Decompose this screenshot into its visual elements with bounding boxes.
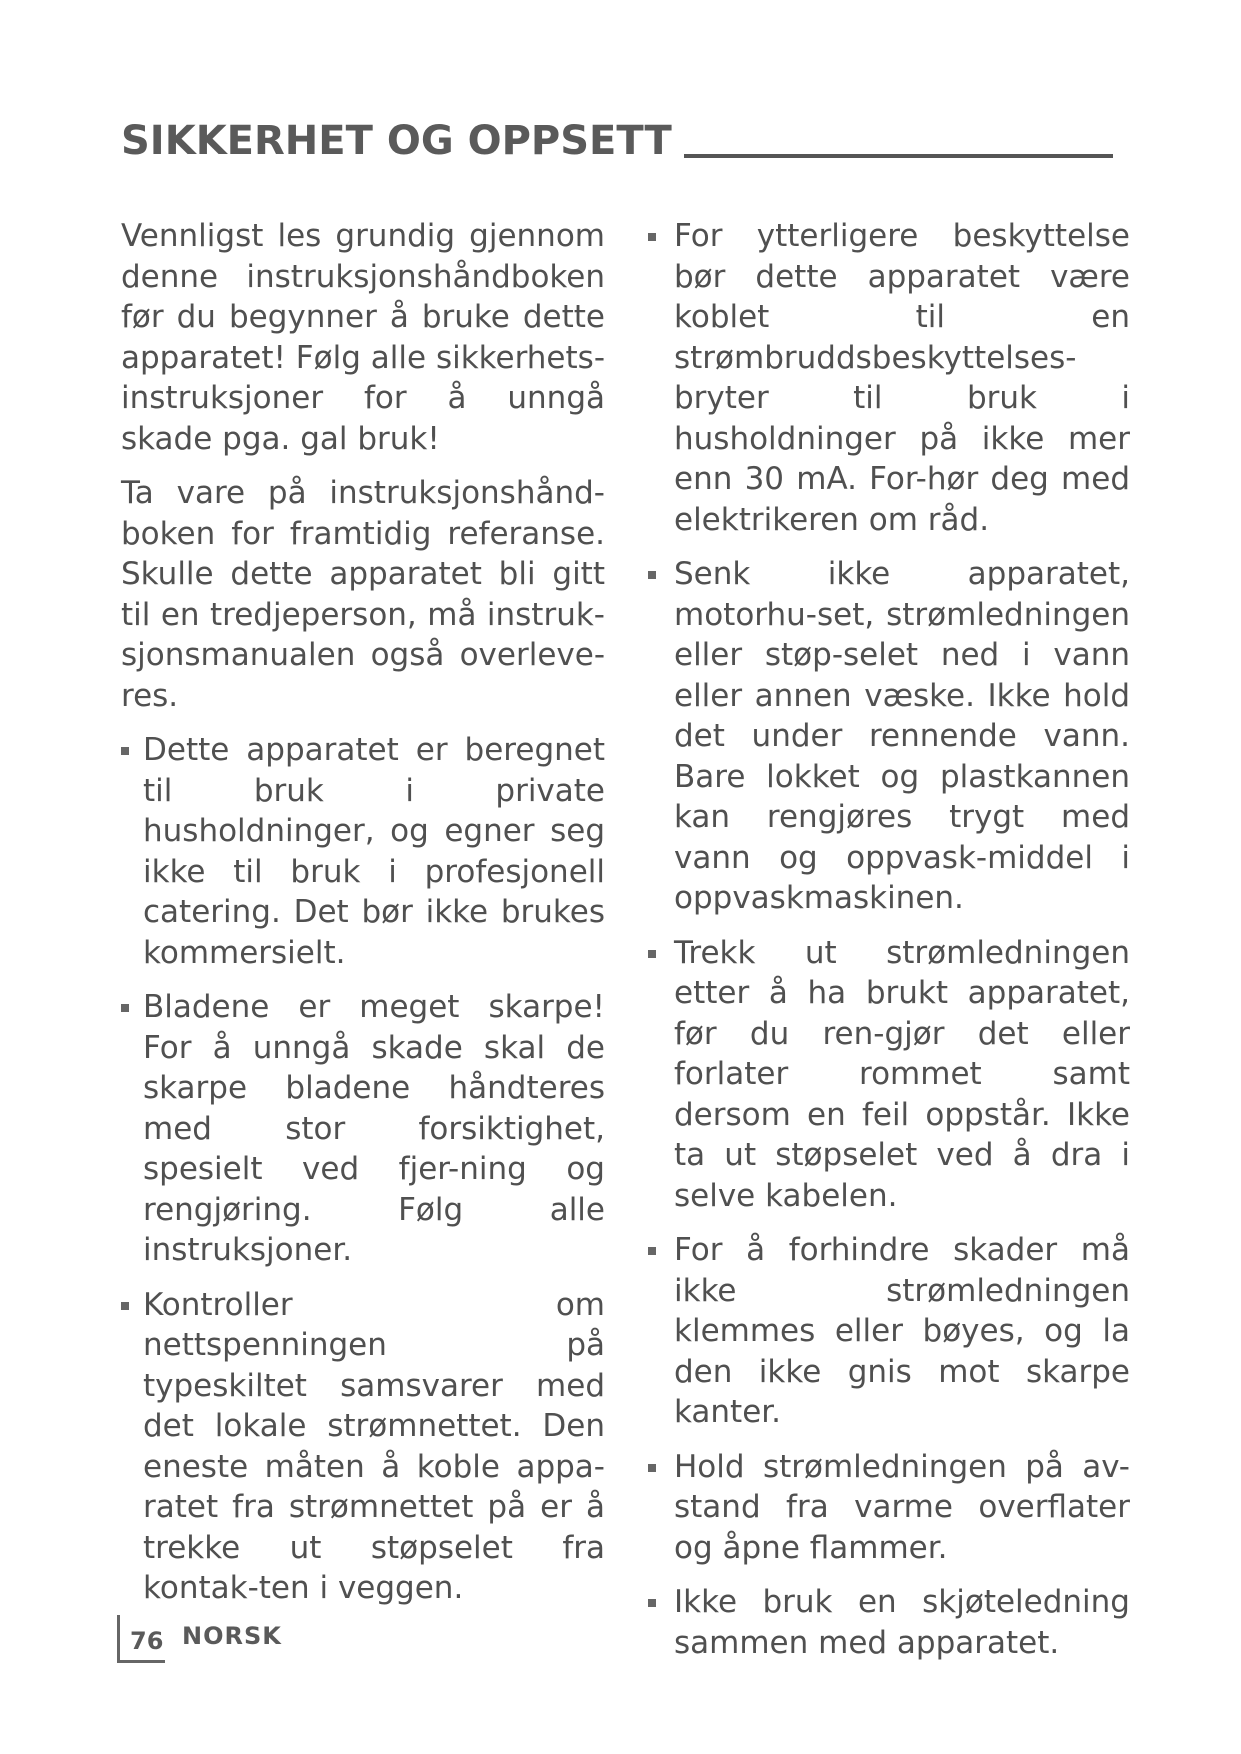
bullet-icon (648, 1599, 656, 1607)
bullet-icon (121, 1004, 129, 1012)
bullet-icon (648, 1464, 656, 1472)
list-item: For å forhindre skader må ikke strømledningen klemmes eller bøyes, og la den ikke gnis mot skarpe kanter. (648, 1230, 1130, 1433)
list-item: For ytterligere beskyttelse bør dette apparatet være koblet til en strømbruddsbeskyttelses-bryter til bruk i husholdninger på ikke mer enn 30 mA. For-hør deg med elektrikeren om råd. (648, 216, 1130, 540)
bullet-icon (648, 1247, 656, 1255)
bullet-icon (648, 233, 656, 241)
page-number: 76 (130, 1627, 164, 1655)
list-item: Hold strømledningen på av-stand fra varme overflater og åpne flammer. (648, 1447, 1130, 1569)
intro-paragraph: Vennligst les grundig gjennom denne instruksjonshåndboken før du begynner å bruke dette apparatet! Følg alle sikkerhets-instruksjoner for å unngå skade pga. gal bruk! (121, 218, 605, 457)
bullet-icon (121, 1302, 129, 1310)
section-header (121, 118, 1113, 164)
list-item: Senk ikke apparatet, motorhu-set, strømledningen eller støp-selet ned i vann eller annen væske. Ikke hold det under rennende vann. Bare lokket og plastkannen kan rengjøres trygt med vann og oppvask-middel i oppvaskmaskinen. (648, 554, 1130, 919)
list-item: Bladene er meget skarpe! For å unngå skade skal de skarpe bladene håndteres med stor forsiktighet, spesielt ved fjer-ning og rengjøring. Følg alle instruksjoner. (121, 987, 605, 1271)
page-title: SIKKERHET OG OPPSETT (121, 118, 672, 164)
title-rule (684, 154, 1113, 158)
list-item: Dette apparatet er beregnet til bruk i private husholdninger, og egner seg ikke til bruk i profesjonell catering. Det bør ikke brukes kommersielt. (121, 730, 605, 973)
list-item: Ikke bruk en skjøteledning sammen med apparatet. (648, 1582, 1130, 1663)
bullet-icon (121, 747, 129, 755)
list-item: Kontroller om nettspenningen på typeskiltet samsvarer med det lokale strømnettet. Den eneste måten å koble appa-ratet fra strømnettet på er å trekke ut støpselet fra kontak-ten i veggen. (121, 1285, 605, 1609)
safety-list (648, 216, 1130, 1663)
bullet-icon (648, 950, 656, 958)
list-item: Trekk ut strømledningen etter å ha brukt apparatet, før du ren-gjør det eller forlater rommet samt dersom en feil oppstår. Ikke ta ut støpselet ved å dra i selve kabelen. (648, 933, 1130, 1217)
bullet-icon (648, 571, 656, 579)
left-column (121, 216, 605, 1623)
safety-list (121, 730, 605, 1609)
right-column (648, 216, 1130, 1677)
language-label: NORSK (182, 1622, 282, 1650)
intro-paragraph: Ta vare på instruksjonshånd-boken for framtidig referanse. Skulle dette apparatet bli gitt til en tredjeperson, må instruk-sjonsmanualen også overleve-res. (121, 475, 605, 714)
